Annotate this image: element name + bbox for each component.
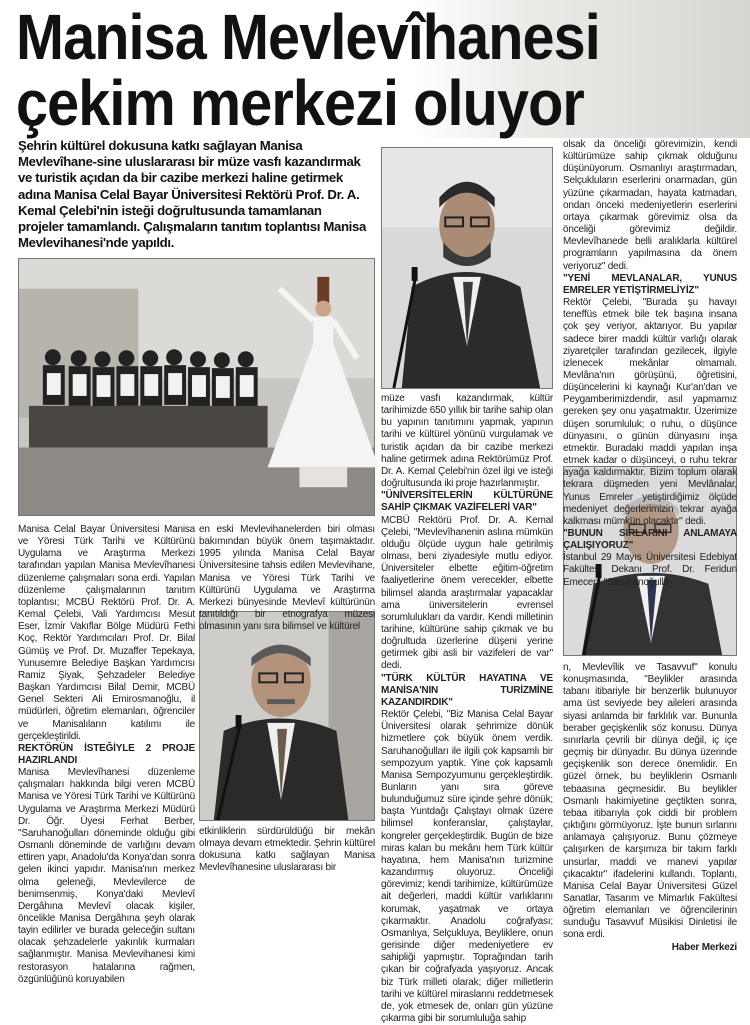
col1-paragraph-1: Manisa Celal Bayar Üniversitesi Manisa ve Yöresi Türk Tarihi ve Kültürünü Uygulama ve Araştırma Merkezi tarafından yapılan Manisa Mevlevîhanesi düzenleme çalışmaları sona erdi. Yapılan düzenleme çalışmalarının tanıtım toplantısı; MCBÜ Rektörü Prof. Dr. A. Kemal Çelebi, Vali Yardımcısı Mesut Eser, İzmir Vakıflar Bölge Müdürü Fethi Koç, Rektör Yardımcıları Prof. Dr. Bilal Gümüş ve Prof. Dr. Muzaffer Tepekaya, Yunusemre Belediye Başkan Yardımcısı Ramiz Şiyak, Şehzadeler Belediye Başkan Yardımcısı Bilal Demir, MCBÜ Genel Sekteri Ali Emirosmanoğlu, il müdürleri, öğretim elemanları, öğrenciler ve Manisalıların katılımı ile gerçekleştirildi. bbox=[18, 524, 195, 742]
col4-subheading-2: "BUNUN SIRLARINI ANLAMAYA ÇALIŞIYORUZ" bbox=[563, 528, 737, 552]
byline-signature: Haber Merkezi bbox=[671, 941, 737, 953]
col3-subheading-1: "ÜNİVERSİTELERİN KÜLTÜRÜNE SAHİP ÇIKMAK VAZİFELERİ VAR" bbox=[381, 490, 553, 514]
col3-paragraph-1: müze vasfı kazandırmak, kültür tarihimizde 650 yıllık bir tarihe sahip olan bu yapının tanıtımını yapmak, yapının tarihi ve kültürel yönünü vurgulamak ve turistik açıdan da bir cazibe merkezi haline getirmek adına Rektörümüz Prof. Dr. A. Kemal Çelebi'nin özel ilgi ve isteği doğrultusunda iki proje hazırlanmıştır. bbox=[381, 393, 553, 490]
sema-ceremony-photo bbox=[18, 258, 375, 516]
column-2 bbox=[199, 524, 375, 633]
column-2-bottom bbox=[199, 826, 375, 875]
column-1 bbox=[18, 524, 195, 986]
col1-paragraph-2: Manisa Mevlevîhanesi düzenleme çalışmaları hakkında bilgi veren MCBÜ Manisa ve Yöresi Türk Tarihi ve Kültürünü Uygulama ve Araştırma Merkezi Müdürü Dr. Öğr. Üyesi Ferhat Berber, "Saruhanoğulları döneminde olduğu gibi Osmanlı döneminde de varlığını devam ettiren yapı, Anadolu'da Konya'dan sonra gelen ikinci yapıdır. Manisa'nın merkez olma geleneği, Mevlevilerce de benimsenmiş, Konya'daki Mevlevî Dergâhına Mevlevî olacak kişiler, öncelikle Manisa Dergâhına şeyh olarak tayin edilirler ve burada geleceğin sultanı olacak şehzadelerle yakınlık kurmaları sağlanmıştır. Manisa Mevlevihanesi kimi restorasyon hatalarına rağmen, özgünlüğünü koruyabilen bbox=[18, 767, 195, 985]
col4-paragraph-4: n, Mevlevîlik ve Tasavvuf" konulu konuşmasında, "Beylikler arasında tabanı itibariyle bir benzerlik bulunuyor ama üst seviyede bey aileleri arasında siyasi anlamda bir farklılık var. Bununla beraber geçişkenlik söz konusu. Dünya sınırlarla çevrili bir dünya değil, iç içe geçmiş bir dünyadır. Bu dünya üzerinde geçişkenlik son derece önemlidir. En güzel örnek, bu beyliklerin Osmanlı tebaasına geçmesidir. Bu beylikler Osmanlı hakimiyetine geçtikten sonra, tebaa itibarıyla çok ciddi bir problem çıktığını görmüyoruz. İşte bunun sırlarını anlamaya çalışıyoruz. Bunu çözmeye çalışırken de karşımıza bir takım farklı unsurlar, maddi ve manevi yapılar çıkacaktır" ifadelerini kullandı. Toplantı, Manisa Celal Bayar Üniversitesi Güzel Sanatlar, Tasarım ve Mimarlık Fakültesi öğretim elemanları ve öğrencilerinin sunduğu Tasavvuf Müsikisi Dinletisi ile sona erdi. bbox=[563, 662, 737, 941]
column-3 bbox=[381, 393, 553, 1025]
headline-line-2: çekim merkezi oluyor bbox=[16, 67, 584, 139]
col3-paragraph-3: Rektör Çelebi, "Biz Manisa Celal Bayar Üniversitesi olarak şehrimize dönük hizmetlere çok büyük önem verdik. Saruhanoğulları ile ilgili çok kapsamlı bir sempozyum yaptık. Yine çok kapsamlı Manisa Sempozyumunu gerçekleştirdik. Bunların yanı sıra göreve bulunduğumuz süre içinde şehre dönük; başta Yuntdağı Çalıştayı olmak üzere bilimsel konferanslar, çalıştaylar, kongreler gerçekleştirdik. Bugün de bize miras kalan bu mekânı hem Türk kültür hayatına, hem Manisa'nın turizmine kazandırmış oluyoruz. Önceliği görevimiz; kendi tarihimize, kültürümüze ait değerleri, maddi kültür varlıklarını korumak, yaşatmak ve ortaya çıkarmaktır. Anadolu coğrafyası; Osmanlıya, Selçukluya, Beyliklere, onun gerisinde diğer medeniyetlere ev sahipliği yapmıştır. Toprağından tarih çıkan bir coğrafyada yaşıyoruz. Ancak biz Türk milleti olarak; diğer milletlerin tarihi ve kültürel miraslarını reddetmesek de, yok etmesek de, onları gün yüzüne çıkarma gibi bir sorumluluğa sahip bbox=[381, 709, 553, 1024]
rector-at-microphone-photo bbox=[199, 611, 375, 821]
col2-paragraph-1: en eski Mevlevihanelerden biri olması bakımından büyük önem taşımaktadır. 1995 yılında Manisa Celal Bayar Üniversitesine tahsis edilen Mevlevihane, Manisa ve Yöresi Türk Tarihi ve Kültürünü Uygulama ve Araştırma Merkezi bünyesinde Mevlevî kültürünün tanıtıldığı bir etnografya müzesi olmasının yanı sıra bilimsel ve kültürel bbox=[199, 524, 375, 633]
speaker-at-podium-photo bbox=[381, 147, 553, 389]
col4-paragraph-2: Rektör Çelebi, "Burada şu havayı teneffüs etmek bile tek başına insana çok şey veriyor, aktarıyor. Bu yapılar sadece birer maddi kültür varlığı olarak ziyaretçiler tarafından gezilecek, ilgiyle izlenecek mekânlar olmamalı. Mevlâna'nın görüşünü, öğretisini, düşüncelerini ki kaynağı Kur'an'dan ve Peygamberimizdendir, asıl yapmamız gereken şey onu yaşatmaktır. Üzerimize düşen sorumluluk; o ruhu, o düşünce dünyasını, o günün dünyasını inşa etmektir. Buradaki maddi yapılan inşa etmek kadar o düşünceyi, o ruhu tekrar ayağa kaldırmaktır. Bizim toplum olarak tekrara düşmeden yeni Mevlânalar, Yunus Emreler yetiştirdiğimiz ölçüde medeniyet değerlerimizin tekrar ayağa kalkması mümkün olacaktır" dedi. bbox=[563, 297, 737, 527]
col4-subheading-1: "YENİ MEVLANALAR, YUNUS EMRELER YETİŞTİRMELİYİZ" bbox=[563, 272, 737, 296]
col3-paragraph-2: MCBÜ Rektörü Prof. Dr. A. Kemal Çelebi, "Mevlevîhanenin aslına mümkün olduğu ölçüde uygun hale getirilmiş olması, beni ziyadesiyle mutlu ediyor. Üniversiteler elbette eğitim-öğretim faaliyetlerine önem verecekler, elbette bilimsel alanda araştırmalar yapacaklar ama üniversitelerin evrensel sorumlulukları da vardır. Kendi milletinin tarihine, kültürüne sahip çıkmak ve bu doğrultuda üzerlerine düşeni yerine getirmek gibi asli bir vazifeleri de var" dedi. bbox=[381, 514, 553, 672]
col4-paragraph-3: İstanbul 29 Mayıs Üniversitesi Edebiyat Fakültesi Dekanı Prof. Dr. Feridun Emecen, "Saruhanoğulla- bbox=[563, 552, 737, 588]
col1-subheading: REKTÖRÜN İSTEĞİYLE 2 PROJE HAZIRLANDI bbox=[18, 742, 195, 766]
col3-subheading-2: "TÜRK KÜLTÜR HAYATINA VE MANİSA'NIN TURİZMİNE KAZANDIRDIK" bbox=[381, 672, 553, 708]
lead-paragraph: Şehrin kültürel dokusuna katkı sağlayan Manisa Mevlevîhane-sine uluslararası bir müze vasfı kazandırmak ve turistik açıdan da bir cazibe merkezi haline getirmek adına Manisa Celal Bayar Üniversitesi Rektörü Prof. Dr. A. Kemal Çelebi'nin isteği doğrultusunda tamamlanan projeler tamamlandı. Çalışmaların tanıtım toplantısı Manisa Mevlevihanesi'nde yapıldı. bbox=[18, 138, 366, 251]
column-4-bottom bbox=[563, 662, 737, 954]
headline-line-1: Manisa Mevlevîhanesi bbox=[16, 1, 600, 73]
column-4 bbox=[563, 139, 737, 589]
col4-paragraph-1: olsak da önceliği görevimizin, kendi kültürümüze sahip çıkmak olduğunu düşünüyorum. Osmanlıyı araştırmadan, Selçukluların eserlerini onarmadan, gün yüzüne çıkarmadan, hayata katmadan, ondan önceki medeniyetlerin eserlerini ortaya çıkarmak görevimiz olsa da önceliği görevimiz değildir. Mevlevîhanede belli aralıklarla kültürel programların yapılmasına da önem veriyoruz" dedi. bbox=[563, 139, 737, 272]
col2-paragraph-2: etkinliklerin sürdürüldüğü bir mekân olmaya devam etmektedir. Şehrin kültürel dokusuna katkı sağlayan Manisa Mevlevîhanesine uluslararası bir bbox=[199, 826, 375, 874]
